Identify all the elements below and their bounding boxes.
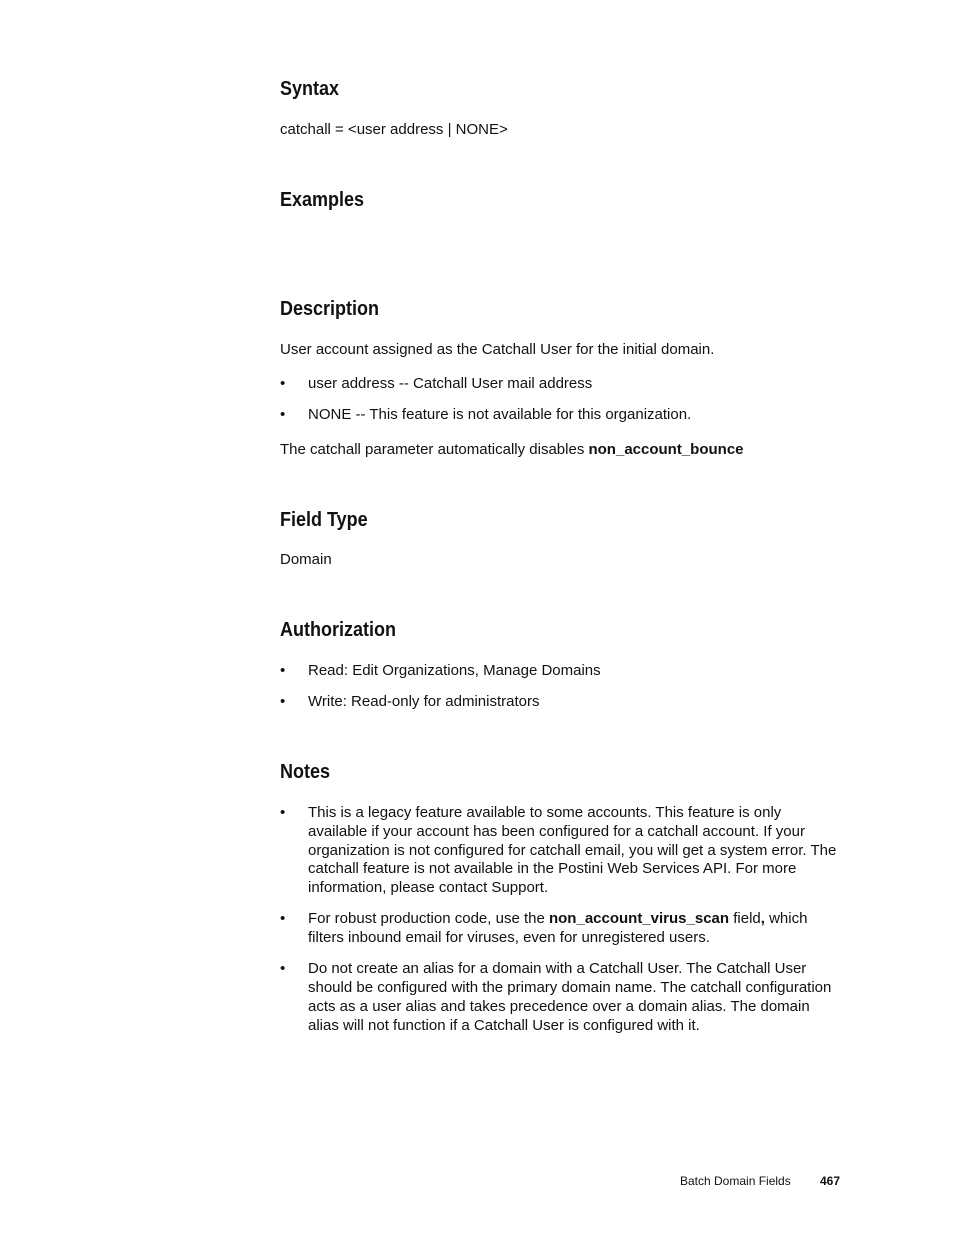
field-name: non_account_virus_scan [548,910,730,928]
footer-section-title: Batch Domain Fields [680,1174,791,1188]
list-item [280,406,840,425]
list-item [280,910,840,948]
bullet-icon: • [280,960,286,978]
note-comma: , [760,910,765,928]
list-item-text: NONE -- This feature is not available for this organization. [308,406,692,424]
field-type-heading: Field Type [280,509,368,531]
notes-bullet-list [280,804,840,1048]
page-number: 467 [820,1174,841,1188]
list-item [280,960,840,1035]
examples-heading: Examples [280,189,365,211]
description-heading: Description [280,298,380,320]
note-text: which filters inbound email for viruses, even for unregistered users. [308,910,808,947]
list-item-text: Read: Edit Organizations, Manage Domains [308,662,601,679]
list-item-text [308,910,807,946]
note-parameter-name: non_account_bounce [588,441,744,458]
list-item [280,804,840,898]
bullet-icon: • [280,375,286,392]
list-item-text: Do not create an alias for a domain with a Catchall User. The Catchall User should be configured with the primary domain name. The catchall configuration acts as a user alias and takes precedence over a domain alias. The domain alias will not function if a Catchall User is configured with it. [308,960,832,1034]
authorization-bullet-list [280,662,840,724]
bullet-icon: • [280,406,286,424]
bullet-icon: • [280,804,286,821]
note-text: The catchall parameter automatically disables [280,441,589,458]
field-type-value: Domain [280,551,332,568]
note-text: For robust production code, use the [308,910,549,928]
list-item [280,693,840,712]
notes-heading: Notes [280,761,331,783]
list-item [280,662,840,681]
bullet-icon: • [280,662,286,679]
list-item-text: This is a legacy feature available to some accounts. This feature is only available if your account has been configured for a catchall account. If your organization is not configured for catchall email, you will get a system error. The catchall feature is not available in the Postini Web Services API. For more information, please contact Support. [308,804,837,897]
list-item [280,375,840,394]
note-text: field [729,910,761,928]
description-bullet-list [280,375,840,437]
syntax-text: catchall = <user address | NONE> [280,121,508,138]
bullet-icon: • [280,693,286,711]
list-item-text: Write: Read-only for administrators [308,693,540,711]
description-note [280,441,840,460]
list-item-text: user address -- Catchall User mail address [308,375,593,392]
syntax-heading: Syntax [280,78,340,100]
bullet-icon: • [280,910,286,928]
description-intro: User account assigned as the Catchall User for the initial domain. [280,341,715,358]
authorization-heading: Authorization [280,619,396,641]
